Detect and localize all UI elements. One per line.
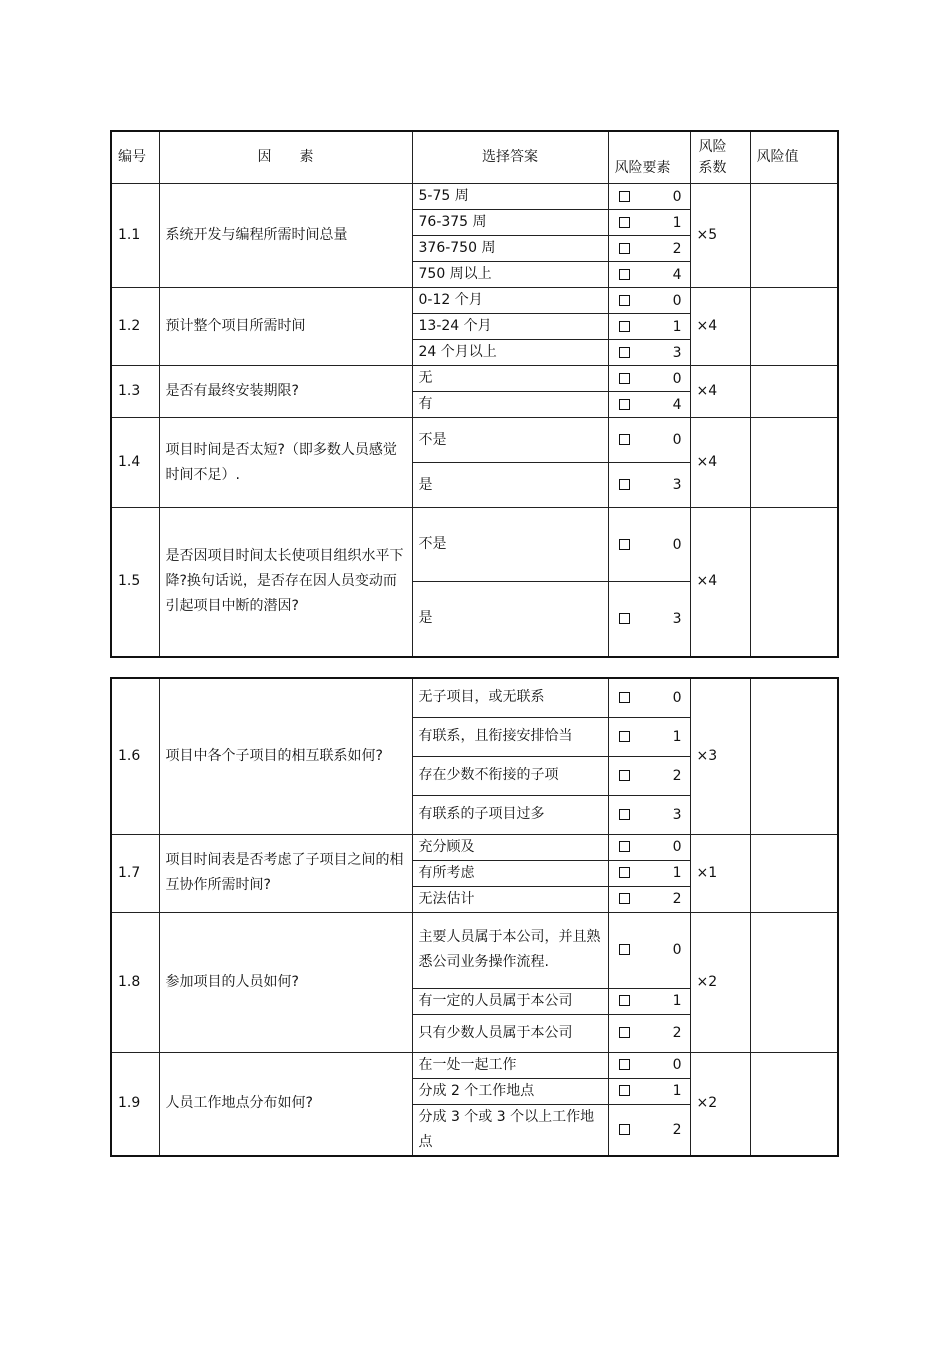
score: 0 <box>672 370 682 387</box>
table-row <box>111 366 838 392</box>
checkbox[interactable] <box>619 1027 630 1038</box>
risk-element-cell <box>608 314 690 340</box>
score: 0 <box>672 689 682 706</box>
checkbox[interactable] <box>619 373 630 384</box>
score: 1 <box>672 865 682 881</box>
risk-element-cell <box>608 418 690 463</box>
checkbox[interactable] <box>619 321 630 332</box>
risk-value-cell[interactable] <box>750 184 838 288</box>
checkbox[interactable] <box>619 243 630 254</box>
risk-table-part-2 <box>110 677 839 1157</box>
header-factor: 因 素 <box>159 131 412 184</box>
risk-element-cell <box>608 1014 690 1052</box>
checkbox[interactable] <box>619 191 630 202</box>
risk-value-cell[interactable] <box>750 834 838 912</box>
score: 2 <box>672 240 682 257</box>
score: 3 <box>672 344 682 361</box>
risk-coefficient: ×4 <box>690 508 750 657</box>
checkbox[interactable] <box>619 692 630 703</box>
checkbox[interactable] <box>619 479 630 490</box>
answer-option: 无 <box>412 366 608 392</box>
risk-element-cell <box>608 1104 690 1156</box>
answer-option: 0-12 个月 <box>412 288 608 314</box>
answer-option: 有联系的子项目过多 <box>412 795 608 834</box>
score: 1 <box>672 993 682 1009</box>
score: 0 <box>672 839 682 855</box>
risk-element-cell <box>608 678 690 717</box>
risk-coefficient: ×4 <box>690 366 750 418</box>
checkbox[interactable] <box>619 944 630 955</box>
checkbox[interactable] <box>619 1085 630 1096</box>
factor-text: 是否因项目时间太长使项目组织水平下降?换句话说，是否存在因人员变动而引起项目中断的潜因? <box>159 508 412 657</box>
answer-option: 5-75 周 <box>412 184 608 210</box>
answer-option: 只有少数人员属于本公司 <box>412 1014 608 1052</box>
checkbox[interactable] <box>619 269 630 280</box>
risk-value-cell[interactable] <box>750 366 838 418</box>
checkbox[interactable] <box>619 399 630 410</box>
answer-option: 不是 <box>412 418 608 463</box>
header-coef-line1: 风险 <box>698 138 727 155</box>
answer-option: 750 周以上 <box>412 262 608 288</box>
row-number: 1.8 <box>111 912 159 1052</box>
checkbox[interactable] <box>619 295 630 306</box>
score: 0 <box>672 292 682 309</box>
risk-element-cell <box>608 236 690 262</box>
row-number: 1.6 <box>111 678 159 834</box>
checkbox[interactable] <box>619 434 630 445</box>
answer-option: 24 个月以上 <box>412 340 608 366</box>
risk-element-cell <box>608 912 690 988</box>
score: 0 <box>672 1057 682 1073</box>
risk-coefficient: ×4 <box>690 418 750 508</box>
answer-option: 分成 3 个或 3 个以上工作地点 <box>412 1104 608 1156</box>
answer-option: 存在少数不衔接的子项 <box>412 756 608 795</box>
risk-value-cell[interactable] <box>750 288 838 366</box>
answer-option: 无法估计 <box>412 886 608 912</box>
answer-option: 76-375 周 <box>412 210 608 236</box>
risk-coefficient: ×1 <box>690 834 750 912</box>
answer-option: 是 <box>412 582 608 657</box>
factor-text: 预计整个项目所需时间 <box>159 288 412 366</box>
risk-element-cell <box>608 1078 690 1104</box>
factor-text: 项目时间是否太短?（即多数人员感觉时间不足）. <box>159 418 412 508</box>
checkbox[interactable] <box>619 809 630 820</box>
risk-coefficient: ×5 <box>690 184 750 288</box>
header-coef-line2: 系数 <box>698 159 727 176</box>
checkbox[interactable] <box>619 217 630 228</box>
row-number: 1.9 <box>111 1052 159 1156</box>
answer-option: 不是 <box>412 508 608 582</box>
header-answer: 选择答案 <box>412 131 608 184</box>
checkbox[interactable] <box>619 867 630 878</box>
risk-element-cell <box>608 340 690 366</box>
factor-text: 系统开发与编程所需时间总量 <box>159 184 412 288</box>
risk-element-cell <box>608 508 690 582</box>
row-number: 1.1 <box>111 184 159 288</box>
answer-option: 376-750 周 <box>412 236 608 262</box>
score: 2 <box>672 891 682 907</box>
risk-element-cell <box>608 582 690 657</box>
score: 0 <box>672 432 682 448</box>
answer-option: 有 <box>412 392 608 418</box>
table-row <box>111 834 838 860</box>
score: 3 <box>672 610 682 627</box>
table-row <box>111 418 838 463</box>
checkbox[interactable] <box>619 613 630 624</box>
risk-element-cell <box>608 288 690 314</box>
checkbox[interactable] <box>619 1124 630 1135</box>
factor-text: 项目中各个子项目的相互联系如何? <box>159 678 412 834</box>
score: 2 <box>672 1025 682 1041</box>
risk-element-cell <box>608 392 690 418</box>
answer-option: 无子项目，或无联系 <box>412 678 608 717</box>
risk-value-cell[interactable] <box>750 508 838 657</box>
score: 3 <box>672 477 682 493</box>
risk-element-cell <box>608 988 690 1014</box>
row-number: 1.4 <box>111 418 159 508</box>
risk-coefficient: ×3 <box>690 678 750 834</box>
header-coef <box>690 131 750 184</box>
risk-element-cell <box>608 463 690 508</box>
risk-value-cell[interactable] <box>750 1052 838 1156</box>
answer-option: 有一定的人员属于本公司 <box>412 988 608 1014</box>
answer-option: 有所考虑 <box>412 860 608 886</box>
score: 4 <box>672 266 682 283</box>
risk-element-cell <box>608 1052 690 1078</box>
table-row <box>111 508 838 582</box>
risk-element-cell <box>608 184 690 210</box>
table-row <box>111 1052 838 1078</box>
score: 0 <box>672 536 682 553</box>
factor-text: 是否有最终安装期限? <box>159 366 412 418</box>
risk-element-cell <box>608 860 690 886</box>
checkbox[interactable] <box>619 995 630 1006</box>
row-number: 1.7 <box>111 834 159 912</box>
answer-option: 充分顾及 <box>412 834 608 860</box>
answer-option: 有联系，且衔接安排恰当 <box>412 717 608 756</box>
score: 1 <box>672 728 682 745</box>
answer-option: 在一处一起工作 <box>412 1052 608 1078</box>
factor-text: 参加项目的人员如何? <box>159 912 412 1052</box>
risk-table-part-1 <box>110 130 839 658</box>
table-header-row <box>111 131 838 184</box>
score: 2 <box>672 767 682 784</box>
header-value: 风险值 <box>750 131 838 184</box>
risk-coefficient: ×2 <box>690 912 750 1052</box>
header-element: 风险要素 <box>608 131 690 184</box>
checkbox[interactable] <box>619 539 630 550</box>
answer-option: 13-24 个月 <box>412 314 608 340</box>
score: 3 <box>672 806 682 823</box>
risk-value-cell[interactable] <box>750 678 838 834</box>
answer-option: 主要人员属于本公司，并且熟悉公司业务操作流程. <box>412 912 608 988</box>
table-row <box>111 288 838 314</box>
score: 4 <box>672 396 682 413</box>
risk-element-cell <box>608 366 690 392</box>
score: 1 <box>672 1083 682 1099</box>
row-number: 1.3 <box>111 366 159 418</box>
table-row <box>111 678 838 717</box>
risk-element-cell <box>608 886 690 912</box>
risk-element-cell <box>608 262 690 288</box>
checkbox[interactable] <box>619 731 630 742</box>
checkbox[interactable] <box>619 893 630 904</box>
table-row <box>111 184 838 210</box>
risk-element-cell <box>608 210 690 236</box>
header-num: 编号 <box>111 131 159 184</box>
answer-option: 分成 2 个工作地点 <box>412 1078 608 1104</box>
factor-text: 项目时间表是否考虑了子项目之间的相互协作所需时间? <box>159 834 412 912</box>
row-number: 1.5 <box>111 508 159 657</box>
risk-value-cell[interactable] <box>750 418 838 508</box>
checkbox[interactable] <box>619 841 630 852</box>
risk-element-cell <box>608 795 690 834</box>
checkbox[interactable] <box>619 347 630 358</box>
score: 0 <box>672 188 682 205</box>
risk-value-cell[interactable] <box>750 912 838 1052</box>
score: 0 <box>672 942 682 958</box>
answer-option: 是 <box>412 463 608 508</box>
risk-coefficient: ×2 <box>690 1052 750 1156</box>
score: 1 <box>672 318 682 335</box>
score: 1 <box>672 214 682 231</box>
row-number: 1.2 <box>111 288 159 366</box>
factor-text: 人员工作地点分布如何? <box>159 1052 412 1156</box>
risk-element-cell <box>608 717 690 756</box>
risk-coefficient: ×4 <box>690 288 750 366</box>
checkbox[interactable] <box>619 770 630 781</box>
risk-element-cell <box>608 756 690 795</box>
checkbox[interactable] <box>619 1059 630 1070</box>
table-row <box>111 912 838 988</box>
score: 2 <box>672 1121 682 1138</box>
risk-element-cell <box>608 834 690 860</box>
